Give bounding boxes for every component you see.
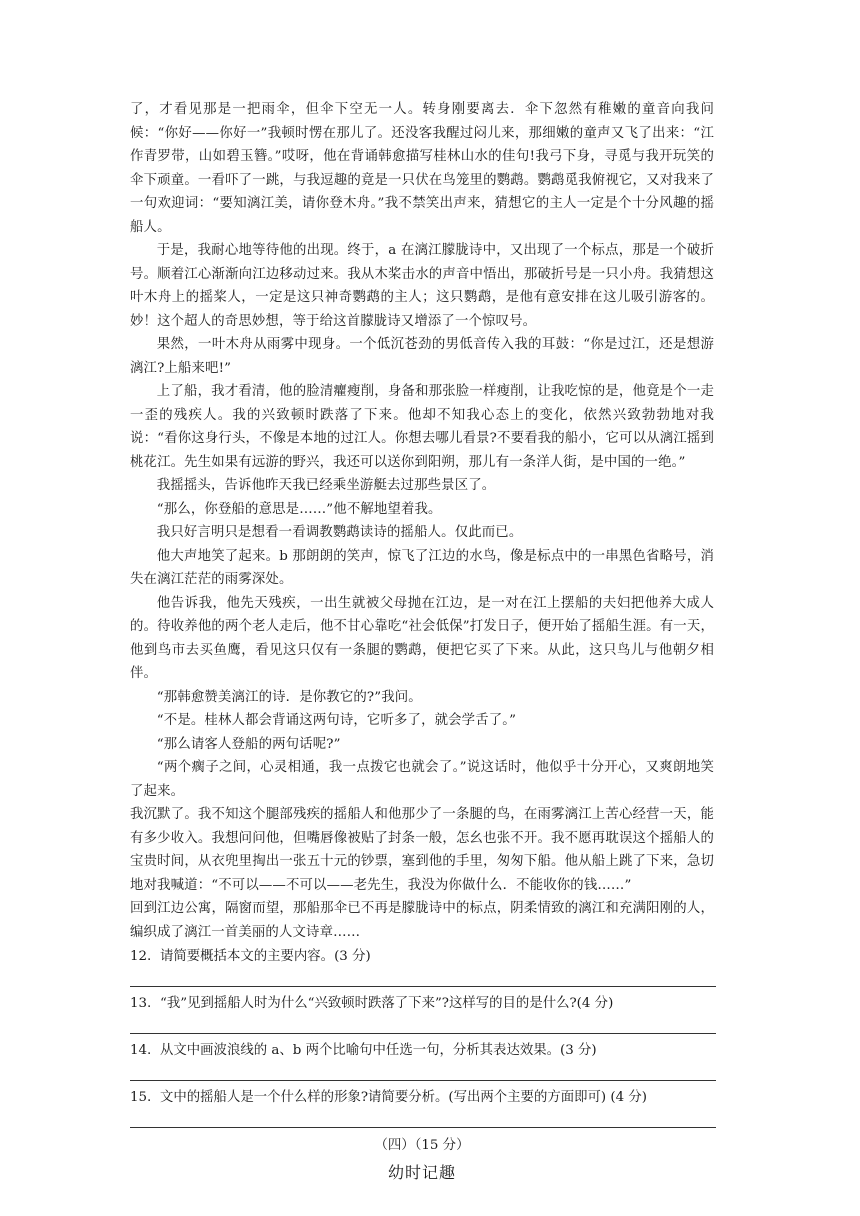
article-paragraph: 于是，我耐心地等待他的出现。终于，a 在漓江朦胧诗中，又出现了一个标点，那是一个破折号。顺着江心渐渐向江边移动过来。我从木桨击水的声音中悟出，那破折号是一只小舟。我猜想这叶木舟上的摇桨人，一定是这只神奇鹦鹉的主人；这只鹦鹉，是他有意安排在这儿吸引游客的。妙！这个超人的奇思妙想，等于给这首朦胧诗又增添了一个惊叹号。	[130, 243, 714, 329]
question-number: 13.	[130, 996, 152, 1011]
question-text: 从文中画波浪线的 a、b 两个比喻句中任选一句，分析其表达效果。(3 分)	[160, 1043, 597, 1058]
article-paragraph: “那么，你登船的意思是……”他不解地望着我。	[156, 501, 442, 517]
article-paragraph: “不是。桂林人都会背诵这两句诗，它听多了，就会学舌了。”	[156, 713, 517, 728]
article-paragraph: 我沉默了。我不知这个腿部残疾的摇船人和他那少了一条腿的鸟，在雨雾漓江上苦心经营一天，能有多少收入。我想问问他，但嘴唇像被贴了封条一般，怎幺也张不开。我不愿再耽误这个摇船人的宝贵时间，从衣兜里掏出一张五十元的钞票，塞到他的手里，匆匆下船。他从船上跳了下来，急切地对我喊道：“不可以——不可以——老先生，我没为你做什么．不能收你的钱……”	[130, 807, 714, 893]
article-paragraph: 上了船，我才看清，他的脸清癯瘦削，身备和那张脸一样瘦削，让我吃惊的是，他竟是个一走一歪的残疾人。我的兴致顿时跌落了下来。他却不知我心态上的变化，依然兴致勃勃地对我说：“看你这身行头，不像是本地的过江人。你想去哪儿看景?不要看我的船小，它可以从漓江摇到桃花江。先生如果有远游的野兴，我还可以送你到阳朔，那儿有一条洋人街，是中国的一绝。”	[130, 384, 714, 470]
answer-line[interactable]	[130, 1015, 716, 1034]
exam-page	[130, 98, 714, 1186]
article-paragraph: 我只好言明只是想看一看调教鹦鹉读诗的摇船人。仅此而已。	[156, 525, 523, 540]
article-body	[130, 98, 714, 944]
answer-line[interactable]	[130, 1109, 716, 1128]
question-number: 12.	[130, 949, 152, 964]
question-item	[130, 993, 714, 1015]
article-paragraph: 他告诉我，他先天残疾，一出生就被父母抛在江边，是一对在江上摆船的夫妇把他养大成人的。待收养他的两个老人走后，他不甘心靠吃“社会低保”打发日子，便开始了摇船生涯。有一天，他到鸟市去买鱼鹰，看见这只仅有一条腿的鹦鹉，便把它买了下来。从此，这只鸟儿与他朝夕相伴。	[130, 595, 714, 681]
question-text: 文中的摇船人是一个什么样的形象?请简要分析。(写出两个主要的方面即可) (4 分)	[160, 1090, 647, 1105]
article-paragraph: “那么请客人登船的两句话呢?”	[156, 736, 341, 752]
question-item	[130, 1087, 714, 1109]
answer-line[interactable]	[130, 1062, 716, 1081]
answer-line[interactable]	[130, 968, 716, 987]
section-header: （四）（15 分）	[374, 1138, 470, 1153]
section-title: 幼时记趣	[387, 1163, 456, 1182]
question-item	[130, 946, 714, 968]
question-number: 14.	[130, 1043, 152, 1058]
question-item	[130, 1040, 714, 1062]
article-paragraph: 我摇摇头，告诉他昨天我已经乘坐游艇去过那些景区了。	[156, 478, 496, 493]
question-text: 请简要概括本文的主要内容。(3 分)	[160, 949, 371, 964]
article-paragraph: 回到江边公寓，隔窗而望，那船那伞已不再是朦胧诗中的标点，阴柔情致的漓江和充满阳刚的人，编织成了漓江一首美丽的人文诗章……	[130, 901, 714, 940]
article-paragraph: “那韩愈赞美漓江的诗．是你教它的?”我问。	[156, 689, 422, 705]
article-paragraph: 果然，一叶木舟从雨雾中现身。一个低沉苍劲的男低音传入我的耳鼓：“你是过江，还是想游漓江?上船来吧!”	[130, 337, 714, 376]
article-paragraph: 了，才看见那是一把雨伞，但伞下空无一人。转身刚要离去．伞下忽然有稚嫩的童音向我问候：“你好——你好一”我顿时愣在那儿了。还没客我醒过闷儿来，那细嫩的童声又飞了出来：“江作青罗带，山如碧玉簪。”哎呀，他在背诵韩愈描写桂林山水的佳句!我弓下身，寻觅与我开玩笑的伞下顽童。一看吓了一跳，与我逗趣的竟是一只伏在鸟笼里的鹦鹉。鹦鹉觅我俯视它，又对我来了一句欢迎词：“要知漓江美，请你登木舟。”我不禁笑出声来，猜想它的主人一定是个十分风趣的摇船人。	[130, 102, 714, 235]
article-paragraph: “两个瘸子之间，心灵相通，我一点拨它也就会了。”说这话时，他似乎十分开心，又爽朗地笑了起来。	[130, 760, 714, 799]
article-paragraph: 他大声地笑了起来。b 那朗朗的笑声，惊飞了江边的水鸟，像是标点中的一串黑色省略号，消失在漓江茫茫的雨雾深处。	[130, 548, 714, 587]
question-number: 15.	[130, 1090, 152, 1105]
question-text: “我”见到摇船人时为什么“兴致顿时跌落了下来”?这样写的目的是什么?(4 分)	[160, 996, 614, 1011]
question-list	[130, 946, 714, 1128]
